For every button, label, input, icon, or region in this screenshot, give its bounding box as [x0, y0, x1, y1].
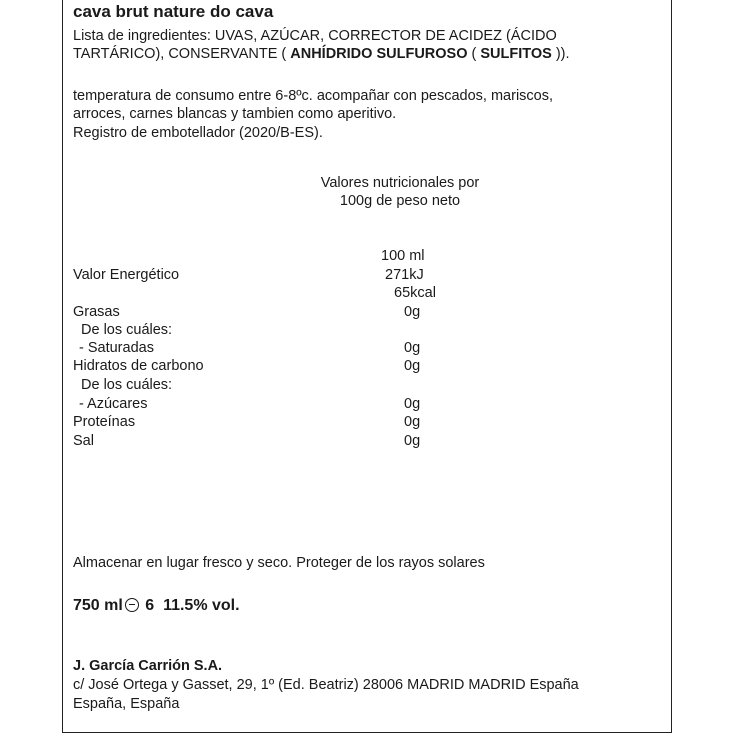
nutrition-label: Valor Energético [73, 267, 180, 283]
bottler-registry: Registro de embotellador (2020/B-ES). [73, 125, 323, 141]
nutrition-value: 0g [404, 396, 421, 412]
ingredients-line-1: Lista de ingredientes: UVAS, AZÚCAR, CORRECTOR DE ACIDEZ (ÁCIDO [73, 28, 557, 44]
company-country: España, España [73, 696, 180, 712]
ingredients-text: ( [467, 46, 481, 62]
usage-line-1: temperatura de consumo entre 6-8ºc. acompañar con pescados, mariscos, [73, 88, 554, 104]
volume-line [73, 596, 240, 615]
allergen-anhidrido: ANHÍDRIDO SULFUROSO [290, 46, 468, 62]
ingredients-text: TARTÁRICO), CONSERVANTE ( [73, 46, 291, 62]
nutrition-label: - Saturadas [79, 340, 154, 356]
nutrition-header-line-2: 100g de peso neto [339, 193, 461, 209]
estimated-sign-icon [125, 598, 139, 612]
nutrition-value: 0g [404, 340, 421, 356]
product-title: cava brut nature do cava [73, 2, 274, 21]
ingredients-line-2 [73, 46, 570, 63]
nutrition-value: 0g [404, 433, 421, 449]
nutrition-label: Hidratos de carbono [73, 358, 204, 374]
allergen-sulfitos: SULFITOS [480, 46, 552, 62]
nutrition-value: 0g [404, 358, 421, 374]
nutrition-label: Proteínas [73, 414, 136, 430]
nutrition-label: De los cuáles: [81, 322, 173, 338]
ingredients-text: )). [551, 46, 570, 62]
nutrition-label: Sal [73, 433, 94, 449]
volume-amount: 750 ml [73, 597, 123, 614]
volume-abv: 11.5% vol. [163, 597, 240, 614]
nutrition-label: - Azúcares [79, 396, 148, 412]
company-name: J. García Carrión S.A. [73, 658, 223, 674]
nutrition-value: 271kJ [385, 267, 424, 283]
nutrition-column-header: 100 ml [381, 248, 425, 264]
nutrition-header-line-1: Valores nutricionales por [320, 175, 480, 191]
nutrition-label: De los cuáles: [81, 377, 173, 393]
storage-instructions: Almacenar en lugar fresco y seco. Proteger de los rayos solares [73, 555, 485, 571]
nutrition-value: 65kcal [394, 285, 436, 301]
nutrition-value: 0g [404, 304, 421, 320]
volume-units: 6 [145, 597, 155, 614]
nutrition-label: Grasas [73, 304, 120, 320]
usage-line-2: arroces, carnes blancas y tambien como aperitivo. [73, 106, 397, 122]
company-address: c/ José Ortega y Gasset, 29, 1º (Ed. Beatriz) 28006 MADRID MADRID España [73, 677, 579, 693]
nutrition-value: 0g [404, 414, 421, 430]
